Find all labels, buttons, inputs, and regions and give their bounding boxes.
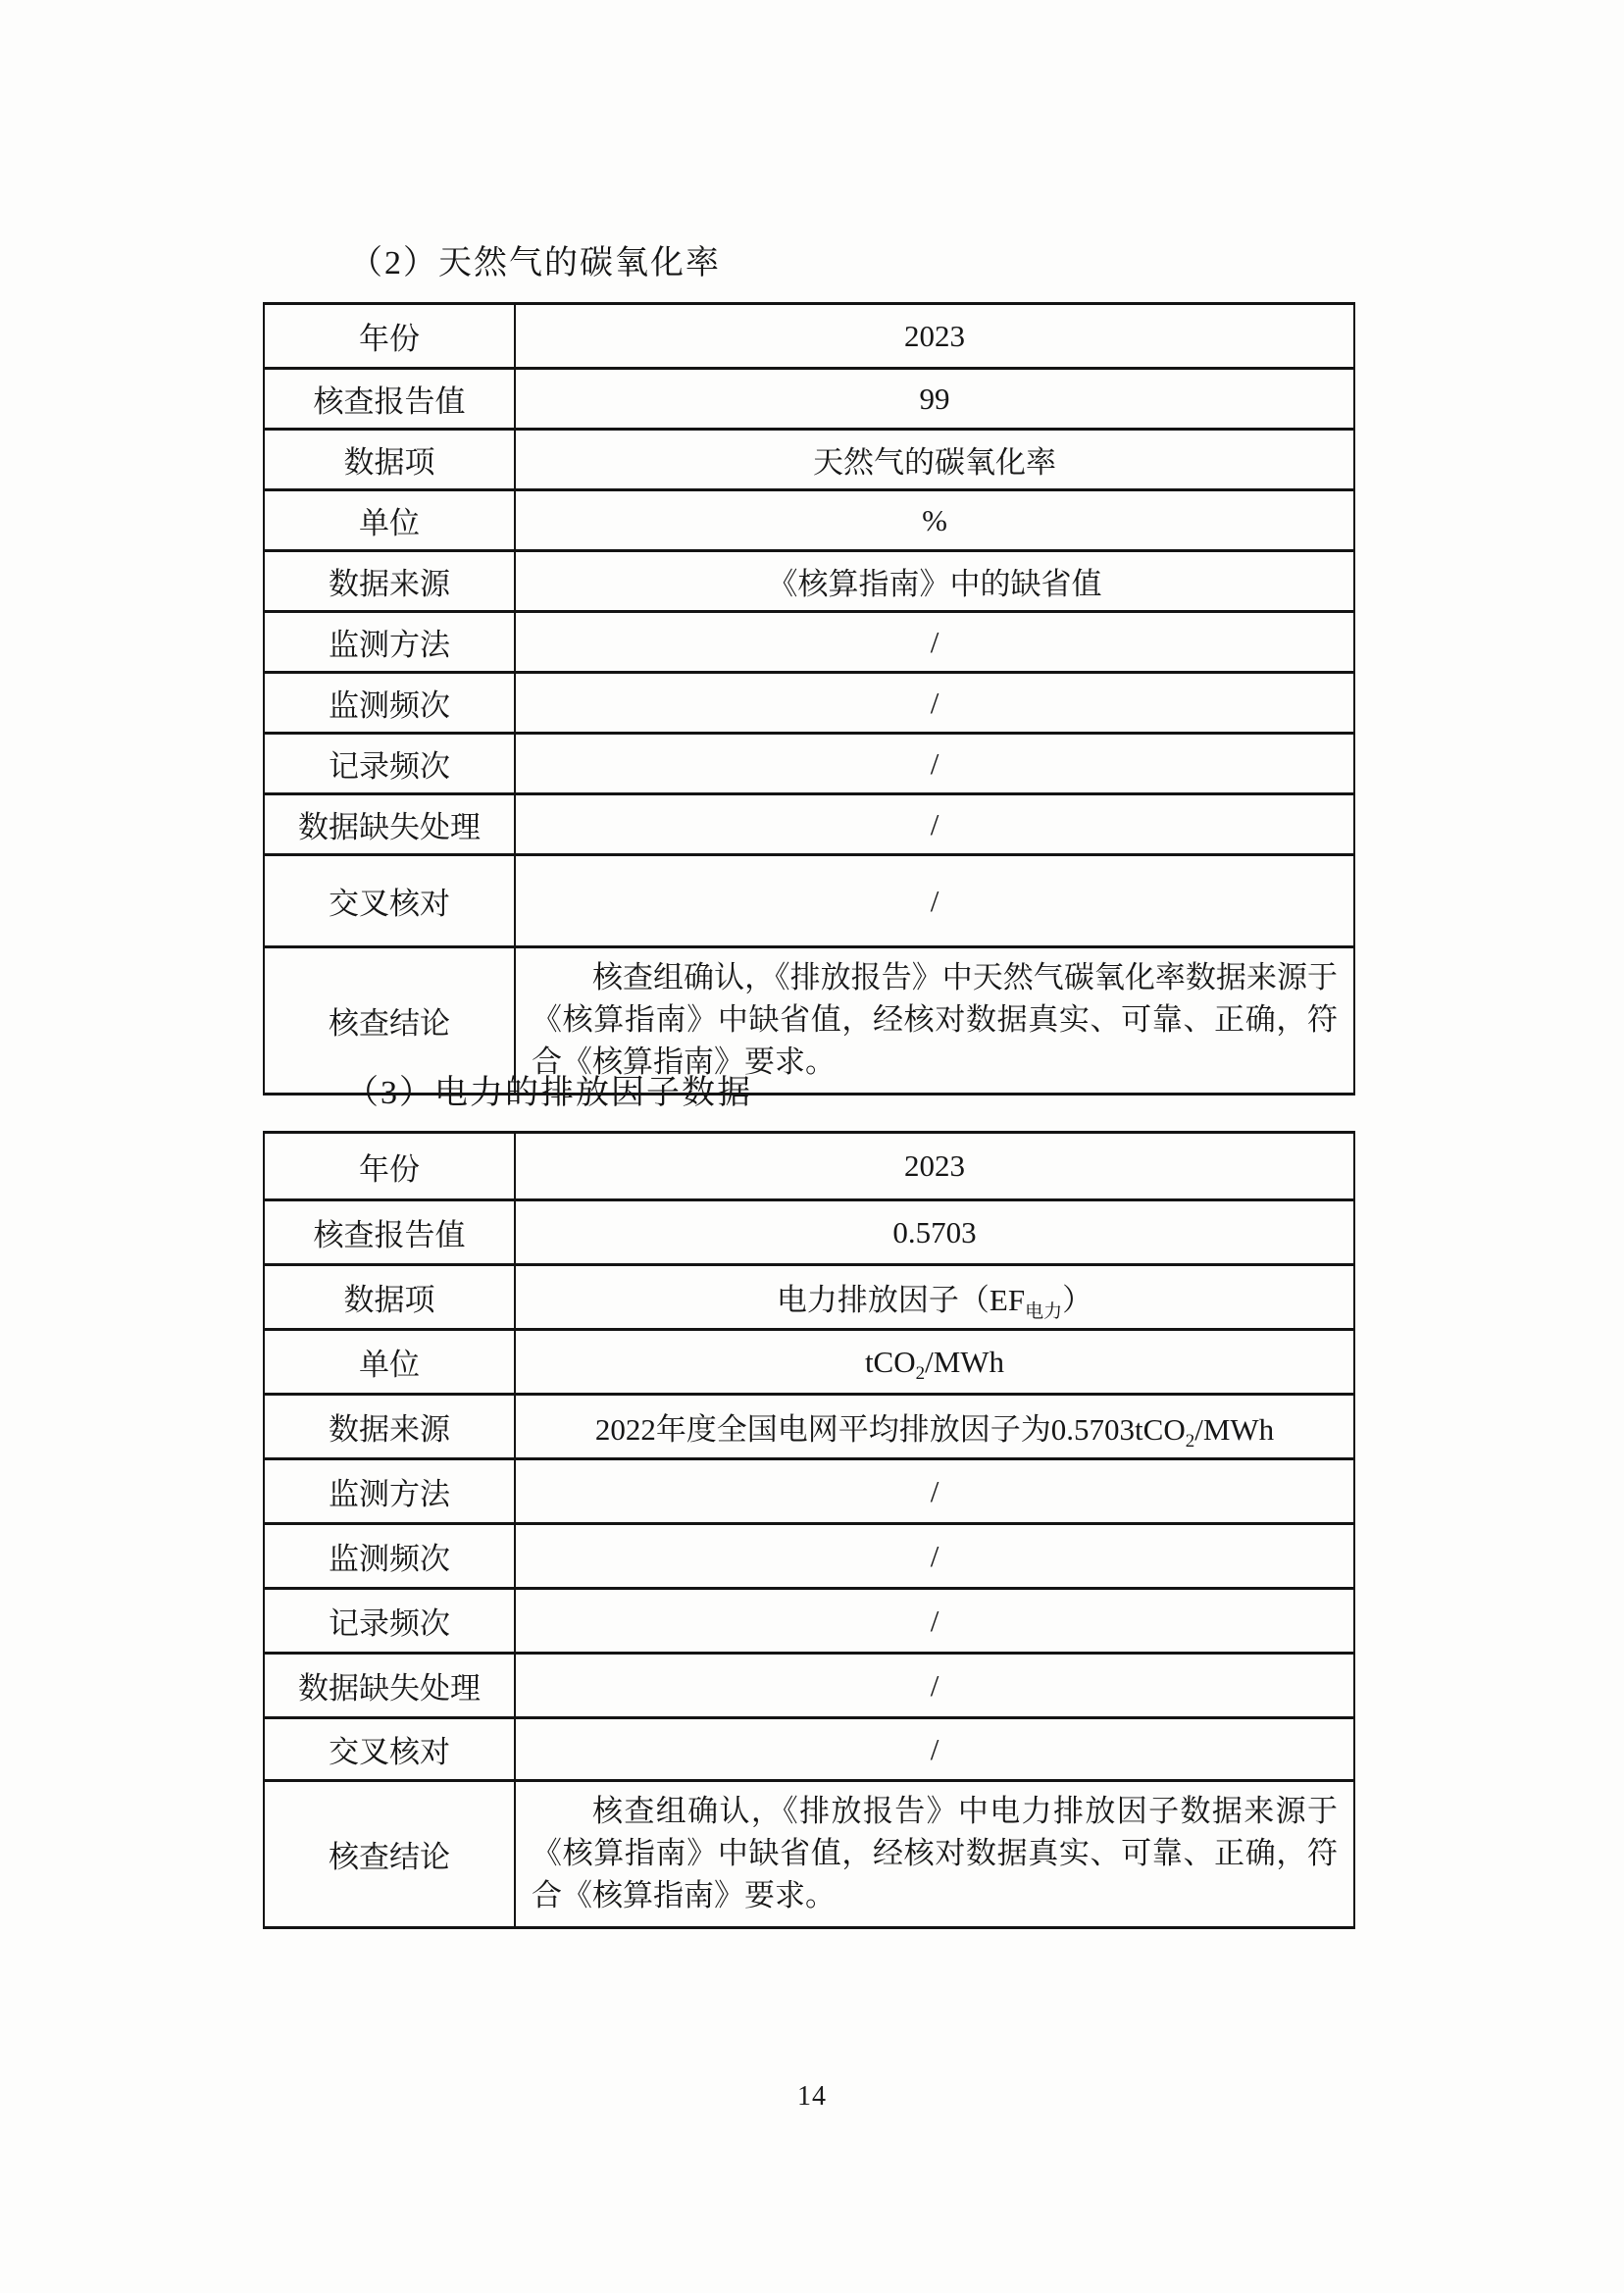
row-value-cell: / xyxy=(515,1589,1354,1654)
table-row xyxy=(264,304,1354,369)
section-title-electricity-emission-factor: （3）电力的排放因子数据 xyxy=(345,1075,752,1111)
row-value-cell xyxy=(515,1330,1354,1395)
row-value-cell xyxy=(515,1395,1354,1459)
row-label-cell: 核查结论 xyxy=(264,947,515,1095)
row-label-cell: 核查结论 xyxy=(264,1781,515,1928)
row-label-cell: 数据缺失处理 xyxy=(264,1654,515,1718)
table-row xyxy=(264,734,1354,794)
row-value-cell: 2023 xyxy=(515,1133,1354,1200)
row-label-cell: 年份 xyxy=(264,1133,515,1200)
value-subscript: 2 xyxy=(915,1362,926,1384)
row-value-cell: 天然气的碳氧化率 xyxy=(515,430,1354,490)
row-value-cell: / xyxy=(515,612,1354,673)
row-label-cell: 数据项 xyxy=(264,1265,515,1330)
table-row xyxy=(264,430,1354,490)
row-label-cell: 记录频次 xyxy=(264,734,515,794)
table-row xyxy=(264,1330,1354,1395)
row-label-cell: 监测方法 xyxy=(264,1459,515,1524)
row-value-cell: 核查组确认，《排放报告》中天然气碳氧化率数据来源于《核算指南》中缺省值，经核对数据真实、可靠、正确，符合《核算指南》要求。 xyxy=(515,947,1354,1095)
row-value-cell: / xyxy=(515,1718,1354,1781)
row-value-cell: 99 xyxy=(515,369,1354,430)
section-title-natural-gas-oxidation-rate: （2）天然气的碳氧化率 xyxy=(349,245,721,281)
row-value-cell: / xyxy=(515,1654,1354,1718)
row-label-cell: 年份 xyxy=(264,304,515,369)
table-row xyxy=(264,1781,1354,1928)
row-label-cell: 数据来源 xyxy=(264,1395,515,1459)
table-row xyxy=(264,1200,1354,1265)
row-value-cell: / xyxy=(515,673,1354,734)
value-text: /MWh xyxy=(925,1344,1005,1379)
table-row xyxy=(264,1395,1354,1459)
value-text: tCO xyxy=(864,1344,916,1379)
row-label-cell: 核查报告值 xyxy=(264,369,515,430)
value-text: /MWh xyxy=(1194,1412,1275,1447)
row-label-cell: 单位 xyxy=(264,490,515,551)
row-value-cell: 《核算指南》中的缺省值 xyxy=(515,551,1354,612)
row-label-cell: 监测频次 xyxy=(264,673,515,734)
row-value-cell: % xyxy=(515,490,1354,551)
row-value-cell: 核查组确认，《排放报告》中电力排放因子数据来源于《核算指南》中缺省值，经核对数据真实、可靠、正确，符合《核算指南》要求。 xyxy=(515,1781,1354,1928)
value-subscript: 电力 xyxy=(1025,1301,1063,1323)
page-number: 14 xyxy=(797,2081,827,2112)
table-row xyxy=(264,490,1354,551)
table-row xyxy=(264,855,1354,947)
table-row xyxy=(264,1589,1354,1654)
row-value-cell xyxy=(515,1265,1354,1330)
table-row xyxy=(264,794,1354,855)
row-value-cell: / xyxy=(515,1524,1354,1589)
row-label-cell: 交叉核对 xyxy=(264,855,515,947)
table-row xyxy=(264,1654,1354,1718)
row-value-cell: 2023 xyxy=(515,304,1354,369)
row-label-cell: 核查报告值 xyxy=(264,1200,515,1265)
row-label-cell: 监测方法 xyxy=(264,612,515,673)
value-text: 电力排放因子（EF xyxy=(776,1283,1026,1317)
table-row xyxy=(264,1459,1354,1524)
row-label-cell: 单位 xyxy=(264,1330,515,1395)
row-value-cell: / xyxy=(515,794,1354,855)
row-label-cell: 数据缺失处理 xyxy=(264,794,515,855)
row-label-cell: 数据来源 xyxy=(264,551,515,612)
row-value-cell: / xyxy=(515,1459,1354,1524)
row-value-cell: / xyxy=(515,734,1354,794)
table-row xyxy=(264,1265,1354,1330)
value-text: 2022年度全国电网平均排放因子为0.5703tCO xyxy=(594,1412,1186,1447)
table-row xyxy=(264,551,1354,612)
electricity-emission-factor-table xyxy=(263,1131,1355,1929)
table-row xyxy=(264,1718,1354,1781)
table-row xyxy=(264,369,1354,430)
table-row xyxy=(264,673,1354,734)
table-row xyxy=(264,1524,1354,1589)
value-subscript: 2 xyxy=(1185,1431,1195,1452)
value-text: ） xyxy=(1062,1283,1093,1317)
natural-gas-oxidation-rate-table xyxy=(263,302,1355,1096)
row-value-cell: / xyxy=(515,855,1354,947)
row-label-cell: 监测频次 xyxy=(264,1524,515,1589)
row-label-cell: 数据项 xyxy=(264,430,515,490)
table-row xyxy=(264,612,1354,673)
row-label-cell: 交叉核对 xyxy=(264,1718,515,1781)
row-value-cell: 0.5703 xyxy=(515,1200,1354,1265)
table-row xyxy=(264,1133,1354,1200)
row-label-cell: 记录频次 xyxy=(264,1589,515,1654)
